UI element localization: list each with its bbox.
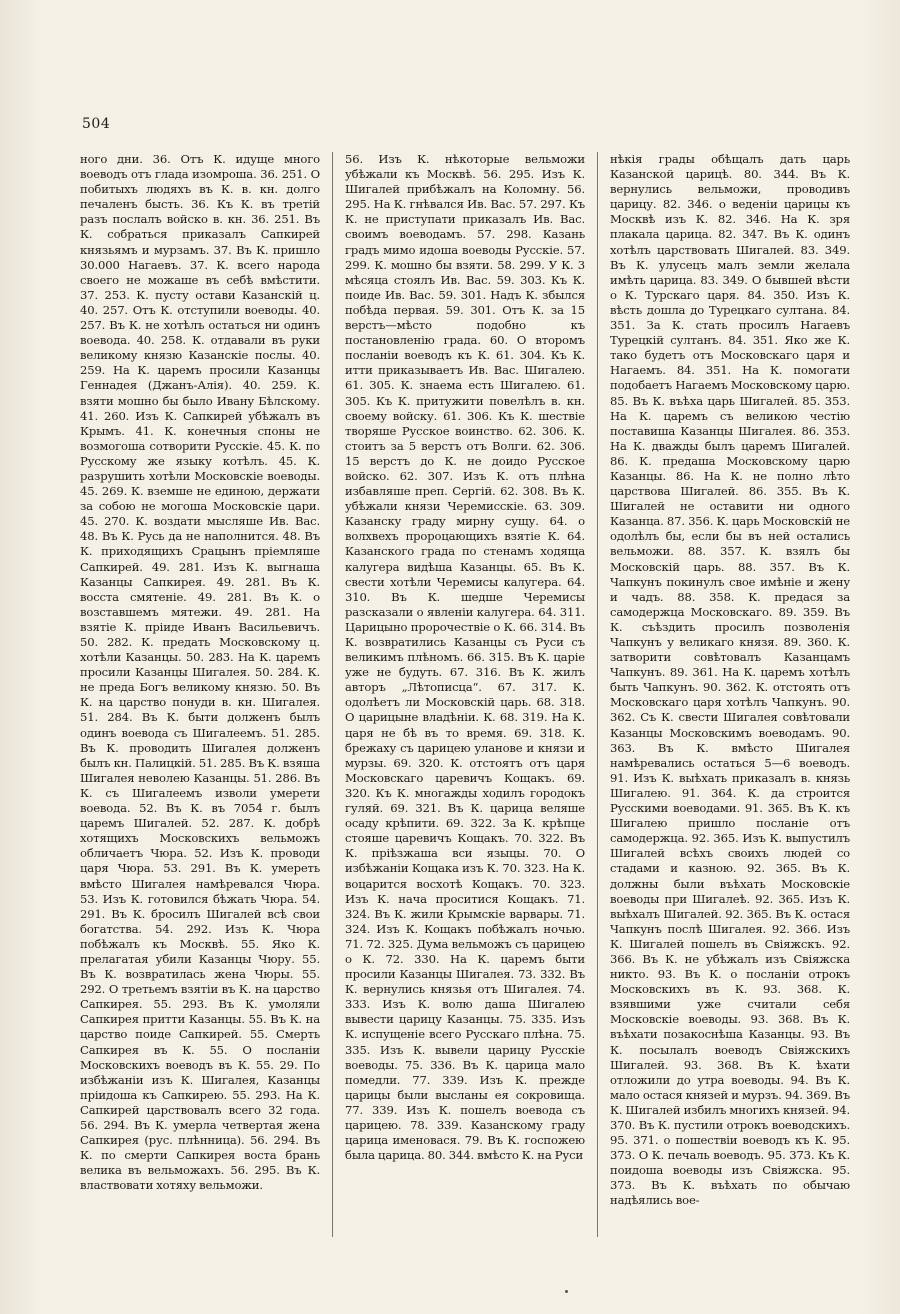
column-divider-2 [597, 152, 598, 1237]
paper-speck [565, 1290, 568, 1293]
page-number: 504 [82, 116, 111, 132]
index-column-2: 56. Изъ К. нѣкоторые вельможи убѣжали къ Москвѣ. 56. 295. Изъ К. Шигалей прибѣжалъ на Коломну. 56. 295. На К. гнѣвался Ив. Вас. 57. 297. Къ К. не приступати приказалъ Ив. Вас. своимъ воеводамъ. 57. 298. Казань градъ мимо идоша воеводы Русскіе. 57. 299. К. мошно бы взяти. 58. 299. У К. 3 мѣсяца стоялъ Ив. Вас. 59. 303. Къ К. поиде Ив. Вас. 59. 301. Надъ К. збылся побѣда первая. 59. 301. Отъ К. за 15 верстъ—мѣсто подобно къ постановленію града. 60. О второмъ посланіи воеводъ къ К. 61. 304. Къ К. итти приказываетъ Ив. Вас. Шигалею. 61. 305. К. знаема есть Шигалею. 61. 305. Къ К. притужити повелѣлъ в. кн. своему войску. 61. 306. Къ К. шествіе творяше Русское воинство. 62. 306. К. стоитъ за 5 верстъ отъ Волги. 62. 306. 15 верстъ до К. не доидо Русское войско. 62. 307. Изъ К. отъ плѣна избавляше преп. Сергій. 62. 308. Въ К. убѣжали князи Черемисскіе. 63. 309. Казанску граду мирну сущу. 64. о волхвехъ пророцающихъ взятіе К. 64. Казанского града по стенамъ ходяща калугера видѣша Казанцы. 65. Въ К. свести хотѣли Черемисы калугера. 64. 310. Въ К. шедше Черемисы разсказали о явленіи калугера. 64. 311. Царицыно пророчествіе о К. 66. 314. Въ К. возвратились Казанцы съ Руси съ великимъ плѣномъ. 66. 315. Въ К. царіе уже не будуть. 67. 316. Въ К. жилъ авторъ „Лѣтописца“. 67. 317. К. одолѣетъ ли Московскій царь. 68. 318. О царицыне владѣніи. К. 68. 319. На К. царя не бѣ въ то время. 69. 318. К. брежаху съ царицею уланове и князи и мурзы. 69. 320. К. отстоятъ отъ царя Московскаго царевичъ Кощакъ. 69. 320. Къ К. многажды ходилъ городокъ гуляй. 69. 321. Въ К. царица веляше осаду крѣпити. 69. 322. За К. крѣпце стояше царевичъ Кощакъ. 70. 322. Въ К. пріѣзжаша вси языцы. 70. О избѣжаніи Кощака изъ К. 70. 323. На К. воцарится восхотѣ Кощакъ. 70. 323. Изъ К. нача проситися Кощакъ. 71. 324. Въ К. жили Крымскіе варвары. 71. 324. Изъ К. Кощакъ побѣжалъ ночью. 71. 72. 325. Дума вельможъ съ царицею о К. 72. 330. На К. царемъ быти просили Казанцы Шигалея. 73. 332. Въ К. вернулись князья отъ Шигалея. 74. 333. Изъ К. волю даша Шигалею вывести царицу Казанцы. 75. 335. Изъ К. испущеніе всего Русскаго плѣна. 75. 335. Изъ К. вывели царицу Русскіе воеводы. 75. 336. Въ К. царица мало помедли. 77. 339. Изъ К. прежде царицы были высланы ея сокровища. 77. 339. Изъ К. пошелъ воевода съ царицею. 78. 339. Казанскому граду царица именовася. 79. Въ К. госпожею была царица. 80. 344. вмѣсто К. на Руси [345, 152, 585, 1163]
index-column-3: нѣкія грады обѣщалъ дать царь Казанской царицѣ. 80. 344. Въ К. вернулись вельможи, проводивъ царицу. 82. 346. о веденіи царицы къ Москвѣ изъ К. 82. 346. На К. зря плакала царица. 82. 347. Въ К. одинъ хотѣлъ царствовать Шигалей. 83. 349. Въ К. улусецъ малъ земли желала имѣть царица. 83. 349. О бывшей вѣсти о К. Турскаго царя. 84. 350. Изъ К. вѣсть дошла до Турецкаго султана. 84. 351. За К. стать просилъ Нагаевъ Турецкій султанъ. 84. 351. Яко же К. тако будетъ отъ Московскаго царя и Нагаемъ. 84. 351. На К. помогати подобаетъ Нагаемъ Московскому царю. 85. Въ К. въѣха царь Шигалей. 85. 353. На К. царемъ съ великою честію поставиша Казанцы Шигалея. 86. 353. На К. дважды былъ царемъ Шигалей. 86. К. предаша Московскому царю Казанцы. 86. На К. не полно лѣто царствова Шигалей. 86. 355. Въ К. Шигалей не оставити ни одного Казанца. 87. 356. К. царь Московскій не одолѣлъ бы, если бы въ ней остались вельможи. 88. 357. К. взялъ бы Московскій царь. 88. 357. Въ К. Чапкунъ покинулъ свое имѣніе и жену и чадъ. 88. 358. К. предася за самодержца Московскаго. 89. 359. Въ К. съѣздить просилъ позволенія Чапкунъ у великаго князя. 89. 360. К. затворити совѣтовалъ Казанцамъ Чапкунъ. 89. 361. На К. царемъ хотѣлъ быть Чапкунъ. 90. 362. К. отстоять отъ Московскаго царя хотѣлъ Чапкунъ. 90. 362. Съ К. свести Шигалея совѣтовали Казанцы Московскимъ воеводамъ. 90. 363. Въ К. вмѣсто Шигалея намѣревались остаться 5—6 воеводъ. 91. Изъ К. выѣхать приказалъ в. князь Шигалею. 91. 364. К. да строится Русскими воеводами. 91. 365. Въ К. къ Шигалею пришло посланіе отъ самодержца. 92. 365. Изъ К. выпустилъ Шигалей всѣхъ своихъ людей со стадами и казною. 92. 365. Въ К. должны были въѣхать Московскіе воеводы при Шигалеѣ. 92. 365. Изъ К. выѣхалъ Шигалей. 92. 365. Въ К. остася Чапкунъ послѣ Шигалея. 92. 366. Изъ К. Шигалей пошелъ въ Свіяжскъ. 92. 366. Въ К. не убѣжалъ изъ Свіяжска никто. 93. Въ К. о посланіи отрокъ Московскихъ въ К. 93. 368. К. взявшими уже считали себя Московскіе воеводы. 93. 368. Въ К. въѣхати позакоснѣша Казанцы. 93. Въ К. посылалъ воеводъ Свіяжскихъ Шигалей. 93. 368. Въ К. ѣхати отложили до утра воеводы. 94. Въ К. мало остася князей и мурзъ. 94. 369. Въ К. Шигалей избилъ многихъ князей. 94. 370. Въ К. пустили отрокъ воеводскихъ. 95. 371. о пошествіи воеводъ къ К. 95. 373. О К. печаль воеводъ. 95. 373. Къ К. поидоша воеводы изъ Свіяжска. 95. 373. Въ К. въѣхать по обычаю надѣялись вое- [610, 152, 850, 1208]
index-column-1: ного дни. 36. Отъ К. идуще много воеводъ отъ глада изомроша. 36. 251. О побитыхъ людяхъ въ К. в. кн. долго печаленъ бысть. 36. Къ К. въ третій разъ послалъ войско в. кн. 36. 251. Въ К. собраться приказалъ Сапкирей князьямъ и мурзамъ. 37. Въ К. пришло 30.000 Нагаевъ. 37. К. всего народа своего не можаше въ себѣ вмѣстити. 37. 253. К. пусту остави Казанскій ц. 40. 257. Отъ К. отступили воеводы. 40. 257. Въ К. не хотѣлъ остаться ни одинъ воевода. 40. 258. К. отдавали въ руки великому князю Казанскіе послы. 40. 259. На К. царемъ просили Казанцы Геннадея (Джанъ-Алія). 40. 259. К. взяти мошно бы было Ивану Бѣлскому. 41. 260. Изъ К. Сапкирей убѣжалъ въ Крымъ. 41. К. конечныя споны не возмогоша сотворити Русскіе. 45. К. по Русскому же языку котѣлъ. 45. К. разрушить хотѣли Московскіе воеводы. 45. 269. К. вземше не единою, держати за собою не могоша Московскіе цари. 45. 270. К. воздати мысляше Ив. Вас. 48. Въ К. Русь да не наполнится. 48. Въ К. приходящихъ Срацынъ пріемляше Сапкирей. 49. 281. Изъ К. выгнаша Казанцы Сапкирея. 49. 281. Въ К. восста смятеніе. 49. 281. Въ К. о возставшемъ мятежи. 49. 281. На взятіе К. пріиде Иванъ Васильевичъ. 50. 282. К. предать Московскому ц. хотѣли Казанцы. 50. 283. На К. царемъ просили Казанцы Шигалея. 50. 284. К. не преда Богъ великому князю. 50. Въ К. на царство понуди в. кн. Шигалея. 51. 284. Въ К. быти долженъ былъ одинъ воевода съ Шигалеемъ. 51. 285. Въ К. проводить Шигалея долженъ былъ кн. Палицкій. 51. 285. Въ К. взяша Шигалея неволею Казанцы. 51. 286. Въ К. съ Шигалеемъ изволи умерети воевода. 52. Въ К. въ 7054 г. былъ царемъ Шигалей. 52. 287. К. добрѣ хотящихъ Московскихъ вельможъ обличаетъ Чюра. 52. Изъ К. проводи царя Чюра. 53. 291. Въ К. умереть вмѣсто Шигалея намѣревался Чюра. 53. Изъ К. готовился бѣжать Чюра. 54. 291. Въ К. бросилъ Шигалей всѣ свои богатства. 54. 292. Изъ К. Чюра побѣжалъ къ Москвѣ. 55. Яко К. прелагатая убили Казанцы Чюру. 55. Въ К. возвратилась жена Чюры. 55. 292. О третьемъ взятіи въ К. на царство Сапкирея. 55. 293. Въ К. умоляли Сапкирея притти Казанцы. 55. Въ К. на царство поиде Сапкирей. 55. Смерть Сапкирея въ К. 55. О посланіи Московскихъ воеводъ въ К. 55. 29. По избѣжаніи изъ К. Шигалея, Казанцы пріидоша къ Сапкирею. 55. 293. На К. Сапкирей царствовалъ всего 32 года. 56. 294. Въ К. умерла четвертая жена Сапкирея (рус. плѣнница). 56. 294. Въ К. по смерти Сапкирея воста брань велика въ вельможахъ. 56. 295. Въ К. властвовати хотяху вельможи. [80, 152, 320, 1193]
index-columns [80, 152, 850, 1272]
column-divider-1 [332, 152, 333, 1237]
